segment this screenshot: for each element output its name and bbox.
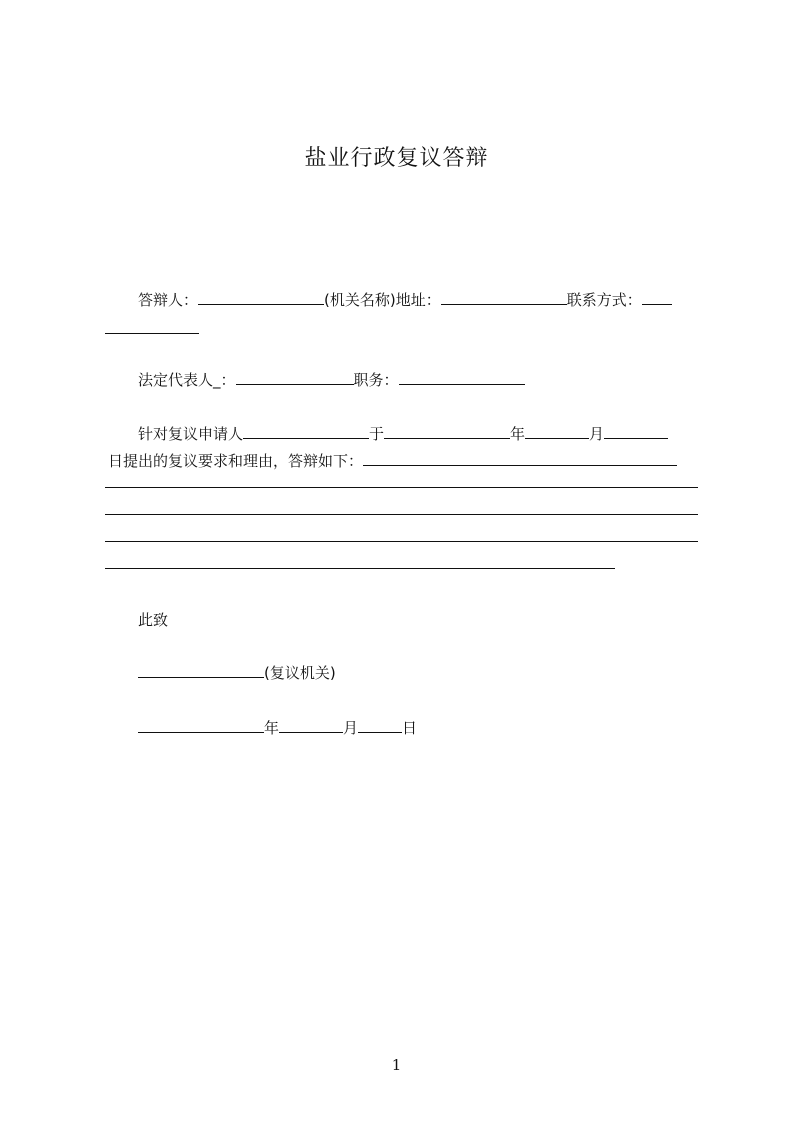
reply-line-1 (138, 424, 668, 444)
contact-label: 联系方式： (566, 291, 642, 309)
org-name-note: (机关名称) (324, 291, 396, 309)
reply-blank-line-1[interactable] (105, 487, 698, 488)
legal-rep-blank[interactable] (236, 370, 354, 385)
reply-year-blank[interactable] (384, 424, 510, 439)
reply-month: 月 (589, 425, 605, 443)
address-label: 地址： (395, 291, 441, 309)
reply-line2-text: 日提出的复议要求和理由，答辩如下： (108, 452, 364, 470)
legal-rep-line (138, 370, 525, 390)
document-title: 盐业行政复议答辩 (304, 146, 489, 171)
position-label: 职务： (353, 371, 399, 389)
reply-intro: 针对复议申请人 (138, 425, 244, 443)
date-year: 年 (264, 719, 280, 737)
reply-line-2 (108, 451, 677, 471)
contact-blank[interactable] (642, 290, 672, 305)
date-year-blank[interactable] (138, 718, 264, 733)
respondent-label: 答辩人： (138, 291, 199, 309)
reply-on: 于 (369, 425, 385, 443)
address-blank[interactable] (441, 290, 567, 305)
date-month: 月 (343, 719, 359, 737)
reply-day-blank[interactable] (604, 424, 668, 439)
date-day-blank[interactable] (358, 718, 402, 733)
applicant-blank[interactable] (243, 424, 369, 439)
authority-note: (复议机关) (264, 664, 336, 682)
reply-blank-line-2[interactable] (105, 514, 698, 515)
contact-blank-continued[interactable] (105, 333, 199, 334)
authority-line (138, 663, 336, 683)
date-line (138, 718, 417, 738)
page-number: 1 (391, 1056, 402, 1074)
date-month-blank[interactable] (279, 718, 343, 733)
position-blank[interactable] (399, 370, 525, 385)
salutation: 此致 (138, 611, 169, 629)
legal-rep-label: 法定代表人_： (138, 371, 236, 389)
reply-blank-line-3[interactable] (105, 541, 698, 542)
reply-month-blank[interactable] (525, 424, 589, 439)
respondent-line (138, 290, 672, 310)
reply-content-blank[interactable] (363, 451, 677, 466)
reply-blank-line-4[interactable] (105, 568, 615, 569)
authority-blank[interactable] (138, 663, 264, 678)
respondent-name-blank[interactable] (198, 290, 324, 305)
reply-year: 年 (510, 425, 526, 443)
date-day: 日 (402, 719, 418, 737)
